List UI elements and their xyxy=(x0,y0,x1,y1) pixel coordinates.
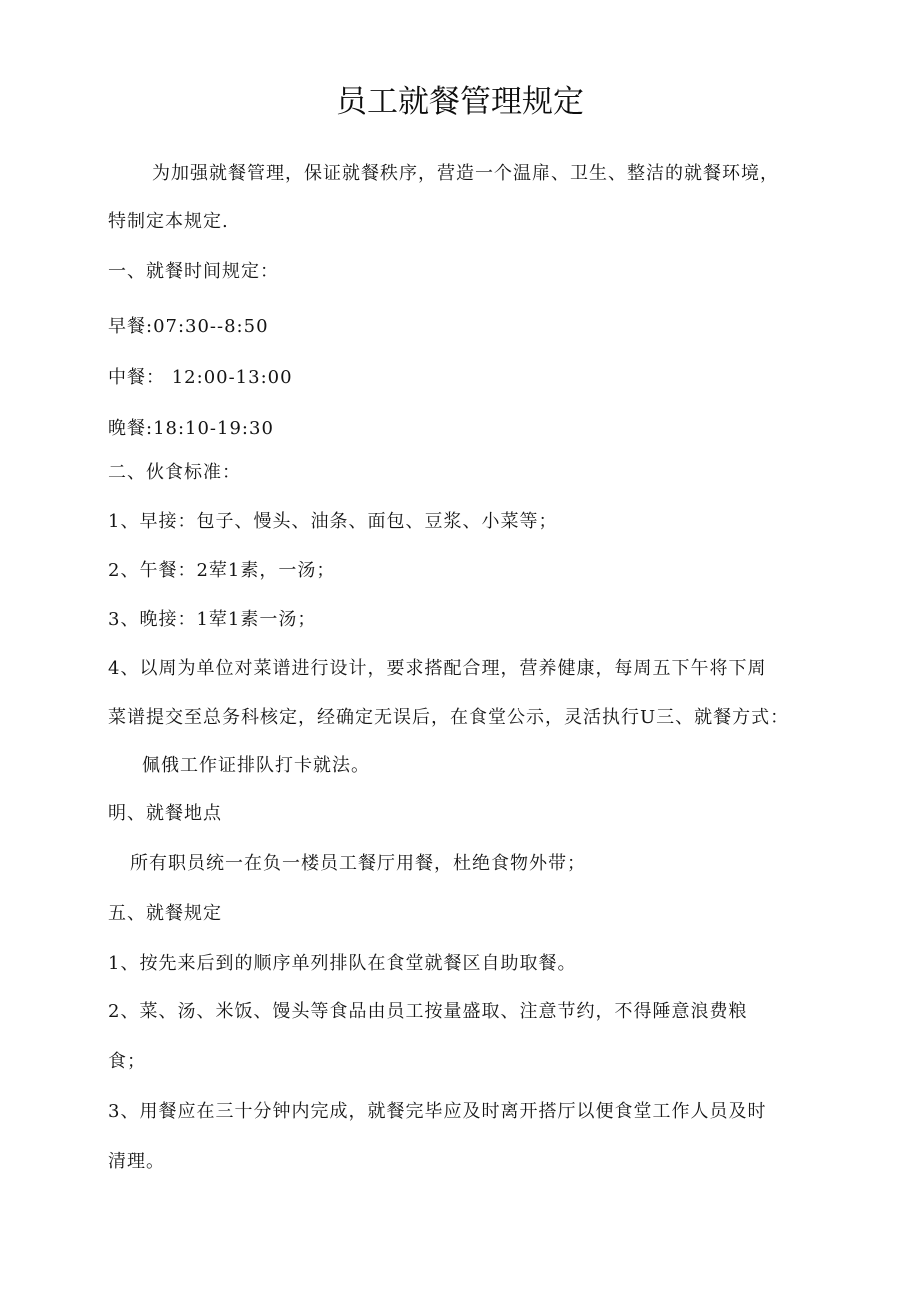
intro-line-1: 为加强就餐管理，保证就餐秩序，营造一个温扉、卫生、整洁的就餐环境， xyxy=(152,163,779,184)
breakfast-time: 早餐:07:30--8:50 xyxy=(108,316,269,337)
food-standard-item-2: 2、午餐：2荤1素，一汤； xyxy=(108,560,336,581)
dinner-time: 晚餐:18:10-19:30 xyxy=(108,418,274,439)
section-heading-dining-location: 明、就餐地点 xyxy=(108,803,222,824)
intro-line-2: 特制定本规定. xyxy=(108,211,229,232)
food-standard-item-4-line-2: 菜谱提交至总务科核定，经确定无误后，在食堂公示，灵活执行U三、就餐方式： xyxy=(108,707,790,728)
dining-rule-2-line-2: 食； xyxy=(108,1051,146,1072)
dining-rule-1: 1、按先来后到的顺序单列排队在食堂就餐区自助取餐。 xyxy=(108,953,577,974)
dining-rule-3-line-2: 清理。 xyxy=(108,1151,165,1172)
document-title: 员工就餐管理规定 xyxy=(336,84,584,120)
food-standard-item-1: 1、早接：包子、慢头、油条、面包、豆浆、小菜等； xyxy=(108,511,558,532)
section-heading-meal-times: 一、就餐时间规定： xyxy=(108,261,279,282)
lunch-time: 中餐： 12:00-13:00 xyxy=(108,367,293,388)
dining-location-text: 所有职员统一在负一楼员工餐厅用餐，杜绝食物外带； xyxy=(130,853,586,874)
section-heading-food-standard: 二、伙食标准： xyxy=(108,462,241,483)
food-standard-item-3: 3、晚接：1荤1素一汤； xyxy=(108,609,317,630)
dining-rule-3-line-1: 3、用餐应在三十分钟内完成，就餐完毕应及时离开搭厅以便食堂工作人员及时 xyxy=(108,1101,767,1122)
dining-rule-2-line-1: 2、菜、汤、米饭、馒头等食品由员工按量盛取、注意节约，不得陲意浪费粮 xyxy=(108,1001,748,1022)
dining-method-text: 佩俄工作证排队打卡就法。 xyxy=(142,755,370,776)
food-standard-item-4-line-1: 4、以周为单位对菜谱进行设计，要求搭配合理，营养健康，每周五下午将下周 xyxy=(108,658,767,679)
section-heading-dining-rules: 五、就餐规定 xyxy=(108,903,222,924)
